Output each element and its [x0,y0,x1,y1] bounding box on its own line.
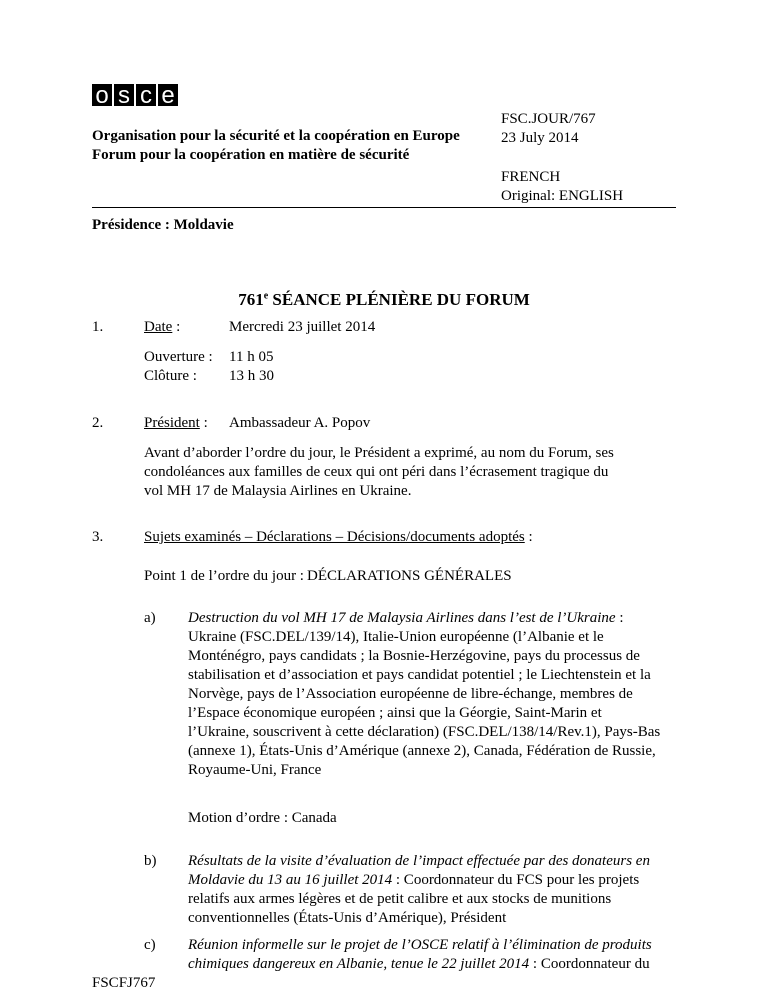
sub-item-c-letter: c) [144,937,156,953]
title-rest: SÉANCE PLÉNIÈRE DU FORUM [268,290,530,309]
sub-item-a-letter: a) [144,610,156,626]
president-label-text: Président [144,415,200,431]
item-3-number: 3. [92,529,104,545]
agenda-point-label: Point 1 de l’ordre du jour : [144,568,304,584]
president-label-sep: : [199,415,208,431]
date-label [144,318,180,337]
sub-item-a-line-9: Royaume-Uni, France [188,762,322,778]
logo-letter-s: s [114,84,134,106]
sub-item-b-line-1: Résultats de la visite d’évaluation de l’impact effectuée par des donateurs en [188,853,650,869]
item-3-heading-text: Sujets examinés – Déclarations – Décisions/documents adoptés [144,529,525,545]
page-title [0,290,768,309]
sub-item-a-line-6: l’Espace économique européen ; ainsi que la Géorgie, Saint-Marin et [188,705,602,721]
president-label [144,414,208,433]
condolences-line-3: vol MH 17 de Malaysia Airlines en Ukraine. [144,483,412,499]
header-divider [92,207,676,208]
sub-item-b-line-4: conventionnelles (États-Unis d’Amérique), Président [188,910,507,926]
sub-item-c-text [188,936,698,974]
sub-item-c-rest: : Coordonnateur du [529,956,650,972]
opening-label: Ouverture : [144,349,213,365]
sub-item-a-line-8: (annexe 1), États-Unis d’Amérique (annexe 2), Canada, Fédération de Russie, [188,743,656,759]
sub-item-b-text [188,852,698,928]
closing-label: Clôture : [144,368,197,384]
sub-item-a-text [188,609,698,780]
doc-language: FRENCH [501,169,561,185]
sub-item-b-line-3: relatifs aux armes légères et de petit calibre et aux stocks de munitions [188,891,612,907]
sub-item-a-line-4: stabilisation et d’association et pays candidat potentiel ; le Liechtenstein et la [188,667,651,683]
presidence: Présidence : Moldavie [92,217,234,233]
sub-item-a-title: Destruction du vol MH 17 de Malaysia Airlines dans l’est de l’Ukraine [188,610,616,626]
condolences-line-1: Avant d’aborder l’ordre du jour, le Président a exprimé, au nom du Forum, ses [144,445,614,461]
sub-item-a-line-2: Ukraine (FSC.DEL/139/14), Italie-Union européenne (l’Albanie et le [188,629,604,645]
logo-letter-e: e [158,84,178,106]
date-value: Mercredi 23 juillet 2014 [229,319,376,335]
doc-ref: FSC.JOUR/767 [501,111,596,127]
footer-code: FSCFJ767 [92,975,156,991]
organisation-names [92,127,492,165]
sub-item-c-title-end: chimiques dangereux en Albanie, tenue le 22 juillet 2014 [188,956,530,972]
president-value: Ambassadeur A. Popov [229,415,371,431]
title-number: 761 [238,290,264,309]
org-line-2: Forum pour la coopération en matière de sécurité [92,147,410,163]
org-line-1: Organisation pour la sécurité et la coopération en Europe [92,128,460,144]
sub-item-b-title-end: Moldavie du 13 au 16 juillet 2014 [188,872,393,888]
sub-item-c-line-2 [188,955,698,974]
opening-value: 11 h 05 [229,349,274,365]
logo-letter-o: o [92,84,112,106]
condolences-line-2: condoléances aux familles de ceux qui ont péri dans l’écrasement tragique du [144,464,609,480]
doc-date: 23 July 2014 [501,130,579,146]
osce-logo [92,81,178,109]
title-sup: e [263,290,269,302]
logo-letter-c: c [136,84,156,106]
motion-of-order: Motion d’ordre : Canada [188,810,337,826]
sub-item-c-line-1: Réunion informelle sur le projet de l’OSCE relatif à l’élimination de produits [188,937,652,953]
sub-item-a-line-3: Monténégro, pays candidats ; la Bosnie-Herzégovine, pays du processus de [188,648,640,664]
document-reference [501,110,721,206]
item-3-heading [144,528,533,547]
condolences-paragraph [144,444,684,501]
sub-item-a-title-sep: : [615,610,624,626]
doc-original: Original: ENGLISH [501,188,624,204]
date-label-text: Date [144,319,173,335]
item-2-number: 2. [92,415,104,431]
sub-item-b-rest: : Coordonnateur du FCS pour les projets [392,872,640,888]
closing-value: 13 h 30 [229,368,274,384]
item-1-number: 1. [92,319,104,335]
sub-item-a-line-1 [188,609,698,628]
date-label-sep: : [172,319,181,335]
sub-item-b-line-2 [188,871,698,890]
agenda-point-value: DÉCLARATIONS GÉNÉRALES [307,568,512,584]
sub-item-a-line-5: Norvège, pays de l’Association européenne de libre-échange, membres de [188,686,633,702]
sub-item-a-line-7: l’Ukraine, souscrivent à cette déclaration) (FSC.DEL/138/14/Rev.1), Pays-Bas [188,724,661,740]
sub-item-b-letter: b) [144,853,157,869]
item-3-heading-sep: : [524,529,533,545]
